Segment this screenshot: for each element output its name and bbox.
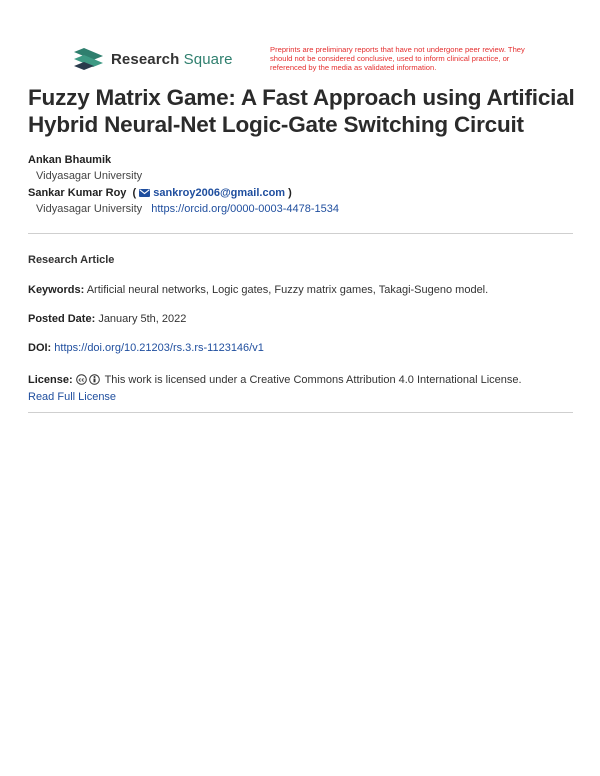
research-square-logo[interactable] (74, 48, 233, 70)
read-full-license-link[interactable]: Read Full License (28, 391, 117, 403)
divider-top (28, 233, 573, 234)
paren-open: ( (129, 187, 137, 199)
brand-primary: Research (111, 50, 180, 68)
doi-link[interactable]: https://doi.org/10.21203/rs.3.rs-1123146/v1 (54, 342, 264, 354)
posted-date-label: Posted Date: (28, 313, 96, 325)
svg-text:cc: cc (78, 377, 85, 384)
brand-secondary: Square (183, 50, 233, 68)
author-name: Ankan Bhaumik (28, 154, 112, 166)
research-square-logo-icon (74, 48, 103, 70)
doi-label: DOI: (28, 342, 52, 354)
license-block (28, 372, 578, 406)
preprint-disclaimer: Preprints are preliminary reports that have not undergone peer review. They should not be considered conclusive, used to inform clinical practice, or referenced by the media as validated information. (270, 45, 525, 72)
keywords-line (28, 284, 578, 296)
license-text: This work is licensed under a Creative Commons Attribution 4.0 International License. (104, 374, 522, 386)
keywords-label: Keywords: (28, 284, 85, 296)
cc-icon (76, 374, 87, 385)
attribution-icon (89, 374, 100, 385)
author-affiliation: Vidyasagar University (36, 170, 143, 182)
orcid-link[interactable]: https://orcid.org/0000-0003-4478-1534 (151, 203, 339, 215)
posted-date-line (28, 313, 578, 325)
author-email-link[interactable]: sankroy2006@gmail.com (153, 187, 286, 199)
author-list (28, 152, 588, 218)
license-label: License: (28, 374, 73, 386)
brand-name (111, 51, 233, 68)
keywords-value: Artificial neural networks, Logic gates, Fuzzy matrix games, Takagi-Sugeno model. (86, 284, 489, 296)
divider-bottom (28, 412, 573, 413)
paper-title: Fuzzy Matrix Game: A Fast Approach using Artificial Hybrid Neural-Net Logic-Gate Switching Circuit (28, 85, 575, 137)
article-type: Research Article (28, 254, 115, 266)
author-affiliation: Vidyasagar University (36, 203, 143, 215)
author-affiliation-line (28, 201, 588, 218)
doi-line (28, 342, 578, 354)
author-name: Sankar Kumar Roy (28, 187, 127, 199)
posted-date-value: January 5th, 2022 (98, 313, 187, 325)
paren-close: ) (285, 187, 292, 199)
mail-icon (139, 189, 150, 197)
corresponding-author (28, 185, 588, 201)
